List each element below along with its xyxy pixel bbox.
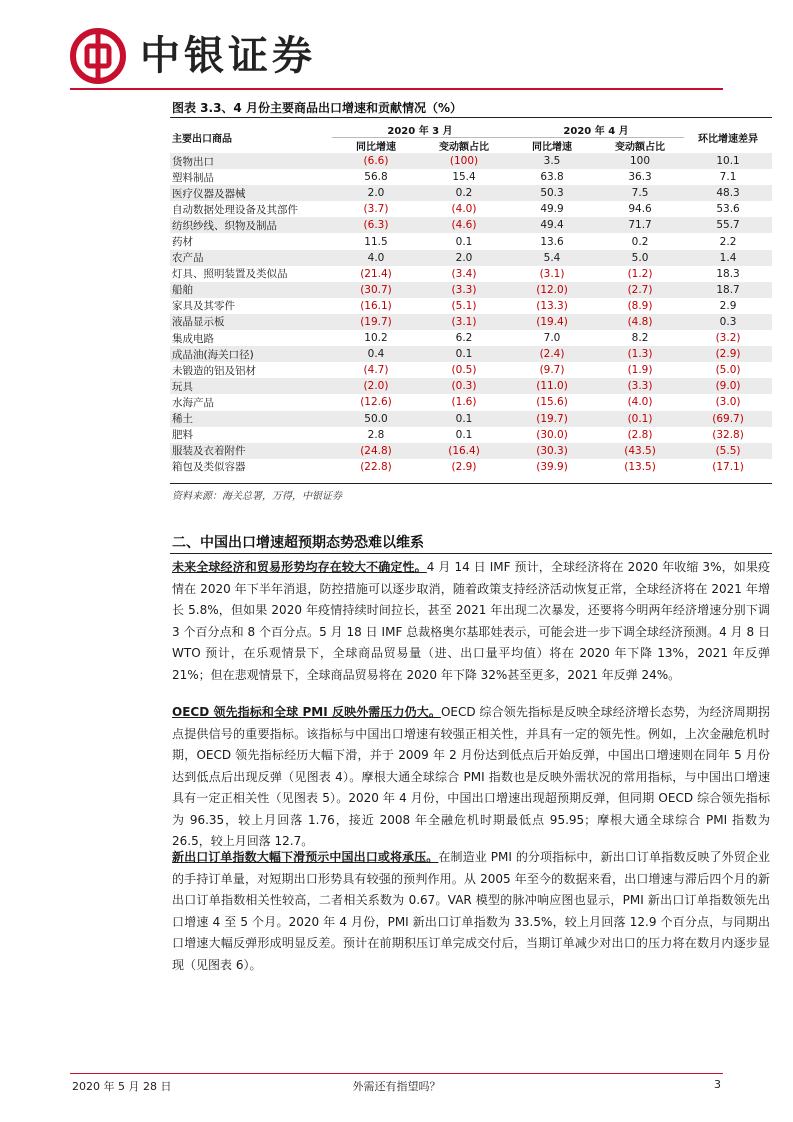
figure-title: 图表 3.3、4 月份主要商品出口增速和贡献情况（%）	[172, 101, 462, 115]
table-row	[170, 394, 772, 410]
cell-v3: (13.3)	[536, 299, 568, 312]
cell-v2: (2.9)	[451, 460, 477, 473]
row-label: 医疗仪器及器械	[170, 185, 332, 201]
table-row	[170, 201, 772, 217]
cell-v3: 49.9	[540, 203, 564, 216]
cell-v4: (1.2)	[627, 267, 653, 280]
cell-v4: (8.9)	[627, 299, 653, 312]
cell-v3: (30.3)	[508, 443, 596, 459]
cell-v2: (1.6)	[451, 396, 477, 409]
sub-header-yoy: 同比增速	[332, 138, 420, 154]
cell-v5: (5.0)	[715, 364, 741, 377]
cell-v5: (9.0)	[684, 378, 772, 394]
cell-v4: (43.5)	[596, 443, 684, 459]
table-row	[170, 411, 772, 427]
table-row	[170, 378, 772, 394]
cell-v4: (2.8)	[627, 428, 653, 441]
paragraph-body: 在制造业 PMI 的分项指标中，新出口订单指数反映了外贸企业的手持订单量，对短期出口形势具有较强的预判作用。从 2005 年至今的数据来看，出口增速与滞后四个月的新出口订单指数相关性较高，二者相关系数为 0.67。VAR 模型的脉冲响应图也显示，PMI 新出口订单指数领先出口增速 4 至 5 个月。2020 年 4 月份，PMI 新出口订单指数为 33.5%，较上月回落 12.9 个百分点，与同期出口增速大幅反弹形成明显反差。预计在前期积压订单完成交付后，当期订单减少对出口的压力将在数月内逐步显现（见图表 6）。	[172, 850, 770, 972]
cell-v1: 10.2	[364, 332, 388, 345]
cell-v4: (4.8)	[596, 314, 684, 330]
row-label: 箱包及类似容器	[172, 461, 246, 474]
cell-v3: (11.0)	[508, 378, 596, 394]
page-number: 3	[714, 1078, 721, 1091]
cell-v1: (12.6)	[360, 396, 392, 409]
table-row	[170, 362, 772, 378]
row-label: 服装及衣着附件	[170, 443, 332, 459]
row-label: 船舶	[170, 282, 332, 298]
cell-v3: (19.4)	[508, 314, 596, 330]
cell-v5: 18.3	[716, 267, 740, 280]
cell-v4: (4.0)	[627, 396, 653, 409]
cell-v5: 2.2	[719, 235, 737, 248]
cell-v2: (3.4)	[451, 267, 477, 280]
cell-v3: (12.0)	[508, 282, 596, 298]
cell-v1: (16.1)	[360, 299, 392, 312]
table-row	[170, 282, 772, 298]
footer-date: 2020 年 5 月 28 日	[72, 1080, 172, 1093]
cell-v2: 0.1	[420, 411, 508, 427]
sub-header-share: 变动额占比	[596, 138, 684, 154]
cell-v2: 0.1	[455, 428, 473, 441]
cell-v4: (3.3)	[596, 378, 684, 394]
paragraph-body: 4 月 14 日 IMF 预计，全球经济将在 2020 年收缩 3%，如果疫情在 2020 年下半年消退，防控措施可以逐步取消，随着政策支持经济活动恢复正常，全球经济将在 2021 年增长 5.8%，但如果 2020 年疫情持续时间拉长，甚至 2021 年出现二次暴发，还要将今明两年经济增速分别下调 3 个百分点和 8 个百分点。5 月 18 日 IMF 总裁格奥尔基耶娃表示，可能会进一步下调全球经济预测。4 月 8 日 WTO 预计，在乐观情景下，全球商品贸易量（进、出口量平均值）将在 2020 年下降 13%，2021 年反弹 21%；但在悲观情景下，全球商品贸易将在 2020 年下降 32%甚至更多，2021 年反弹 24%。	[172, 560, 770, 682]
cell-v4: (1.3)	[596, 346, 684, 362]
figure-bottom-rule	[170, 483, 772, 484]
cell-v1: (22.8)	[360, 460, 392, 473]
row-label: 货物出口	[170, 153, 332, 169]
cell-v1: (24.8)	[332, 443, 420, 459]
paragraph-lead: 未来全球经济和贸易形势均存在较大不确定性。	[172, 560, 427, 574]
table-row	[170, 459, 772, 475]
cell-v5: 18.7	[684, 282, 772, 298]
header-rule	[70, 88, 723, 90]
table-row	[170, 153, 772, 169]
table-row	[170, 427, 772, 443]
row-label: 肥料	[172, 429, 193, 442]
cell-v4: 8.2	[631, 332, 649, 345]
cell-v2: (3.1)	[420, 314, 508, 330]
cell-v3: 63.8	[540, 171, 564, 184]
cell-v3: (39.9)	[536, 460, 568, 473]
cell-v4: 94.6	[628, 203, 652, 216]
row-label: 玩具	[170, 378, 332, 394]
cell-v2: (0.3)	[420, 378, 508, 394]
table-row	[170, 314, 772, 330]
cell-v2: (4.0)	[451, 203, 477, 216]
cell-v3: 49.4	[508, 217, 596, 233]
sub-header-share: 变动额占比	[420, 138, 508, 154]
cell-v1: (6.6)	[332, 153, 420, 169]
footer-rule	[70, 1073, 723, 1074]
cell-v2: 0.1	[455, 235, 473, 248]
cell-v5: (17.1)	[712, 460, 744, 473]
row-label: 稀土	[170, 411, 332, 427]
cell-v5: 55.7	[684, 217, 772, 233]
sub-header-yoy: 同比增速	[508, 138, 596, 154]
paragraph	[172, 702, 770, 853]
table-row	[170, 443, 772, 459]
row-label: 水海产品	[172, 396, 214, 409]
cell-v2: 2.0	[420, 250, 508, 266]
cell-v2: (4.6)	[420, 217, 508, 233]
cell-v5: (3.0)	[715, 396, 741, 409]
cell-v3: 3.5	[508, 153, 596, 169]
cell-v5: 0.3	[684, 314, 772, 330]
cell-v4: 100	[596, 153, 684, 169]
cell-v1: 2.0	[332, 185, 420, 201]
table-row	[170, 233, 772, 249]
row-label: 药材	[172, 236, 193, 249]
cell-v3: 5.4	[508, 250, 596, 266]
cell-v2: (5.1)	[451, 299, 477, 312]
cell-v2: 15.4	[452, 171, 476, 184]
cell-v1: 56.8	[364, 171, 388, 184]
cell-v1: 0.4	[332, 346, 420, 362]
row-label: 农产品	[170, 250, 332, 266]
cell-v2: 0.2	[420, 185, 508, 201]
cell-v3: (2.4)	[508, 346, 596, 362]
cell-v1: 11.5	[364, 235, 388, 248]
row-label: 纺织纱线、织物及制品	[170, 217, 332, 233]
cell-v4: 5.0	[596, 250, 684, 266]
cell-v4: (2.7)	[596, 282, 684, 298]
table-row	[170, 217, 772, 233]
cell-v5: 10.1	[684, 153, 772, 169]
cell-v4: 0.2	[631, 235, 649, 248]
col-header-apr: 2020 年 4 月	[563, 126, 629, 137]
footer-title: 外需还有指望吗？	[352, 1080, 441, 1093]
cell-v4: 71.7	[596, 217, 684, 233]
row-label: 集成电路	[172, 332, 214, 345]
row-label: 塑料制品	[172, 171, 214, 184]
cell-v2: (100)	[420, 153, 508, 169]
cell-v2: (16.4)	[420, 443, 508, 459]
table-row	[170, 298, 772, 314]
cell-v5: (2.9)	[684, 346, 772, 362]
export-table	[170, 122, 772, 475]
table-row	[170, 250, 772, 266]
paragraph-body: OECD 综合领先指标是反映全球经济增长态势，为经济周期拐点提供信号的重要指标。该指标与中国出口增速有较强正相关性，并具有一定的领先性。例如，上次金融危机时期，OECD 领先指标经历大幅下滑，并于 2009 年 2 月份达到低点后开始反弹，中国出口增速则在同年 5 月份达到低点后出现反弹（见图表 4）。摩根大通全球综合 PMI 指数也是反映外需状况的常用指标，与中国出口增速具有一定正相关性（见图表 5）。2020 年 4 月份，中国出口增速出现超预期反弹，但同期 OECD 综合领先指标为 96.35，较上月回落 1.76，接近 2008 年全融危机时期最低点 95.95；摩根大通全球综合 PMI 指数为 26.5，较上月回落 12.7。	[172, 705, 770, 848]
row-label: 液晶显示板	[170, 314, 332, 330]
cell-v1: (4.7)	[363, 364, 389, 377]
cell-v5: 53.6	[716, 203, 740, 216]
cell-v1: (21.4)	[360, 267, 392, 280]
cell-v3: (15.6)	[536, 396, 568, 409]
cell-v1: (30.7)	[332, 282, 420, 298]
cell-v4: (1.9)	[627, 364, 653, 377]
table-row	[170, 346, 772, 362]
cell-v3: (3.1)	[539, 267, 565, 280]
cell-v3: 50.3	[508, 185, 596, 201]
cell-v4: 7.5	[596, 185, 684, 201]
cell-v5: 2.9	[719, 299, 737, 312]
cell-v1: (2.0)	[332, 378, 420, 394]
col-header-main: 主要出口商品	[172, 134, 232, 145]
cell-v1: 2.8	[367, 428, 385, 441]
cell-v2: 6.2	[455, 332, 473, 345]
row-label: 家具及其零件	[172, 300, 235, 313]
bank-of-china-logo-icon	[70, 28, 126, 84]
cell-v5: (69.7)	[684, 411, 772, 427]
cell-v2: (3.3)	[420, 282, 508, 298]
table-row	[170, 169, 772, 185]
col-header-diff: 环比增速差异	[698, 134, 759, 145]
cell-v1: 50.0	[332, 411, 420, 427]
cell-v5: (32.8)	[712, 428, 744, 441]
brand-name: 中银证券	[140, 32, 316, 79]
section-title: 二、中国出口增速超预期态势恐难以维系	[172, 535, 424, 551]
row-label: 灯具、照明装置及类似品	[172, 268, 288, 281]
cell-v4: (13.5)	[624, 460, 656, 473]
cell-v5: (3.2)	[715, 332, 741, 345]
table-row	[170, 185, 772, 201]
cell-v5: 7.1	[719, 171, 737, 184]
cell-v2: 0.1	[420, 346, 508, 362]
cell-v1: (19.7)	[332, 314, 420, 330]
row-label: 未锻造的铝及铝材	[172, 364, 256, 377]
cell-v3: (9.7)	[539, 364, 565, 377]
cell-v3: 13.6	[540, 235, 564, 248]
cell-v1: 4.0	[332, 250, 420, 266]
paragraph	[172, 557, 770, 686]
row-label: 自动数据处理设备及其部件	[172, 203, 298, 216]
section-rule	[170, 553, 772, 554]
table-row	[170, 330, 772, 346]
cell-v1: (3.7)	[363, 203, 389, 216]
cell-v4: 36.3	[628, 171, 652, 184]
cell-v5: 48.3	[684, 185, 772, 201]
figure-source: 资料来源：海关总署，万得，中银证券	[172, 491, 342, 502]
brand-logo	[70, 28, 316, 84]
cell-v3: 7.0	[543, 332, 561, 345]
paragraph-lead: 新出口订单指数大幅下滑预示中国出口或将承压。	[172, 850, 439, 864]
cell-v4: (0.1)	[596, 411, 684, 427]
table-row	[170, 266, 772, 282]
cell-v5: (5.5)	[684, 443, 772, 459]
cell-v5: 1.4	[684, 250, 772, 266]
cell-v3: (19.7)	[508, 411, 596, 427]
cell-v3: (30.0)	[536, 428, 568, 441]
cell-v1: (6.3)	[332, 217, 420, 233]
paragraph	[172, 847, 770, 976]
col-header-mar: 2020 年 3 月	[387, 126, 453, 137]
figure-top-rule	[170, 117, 772, 118]
cell-v2: (0.5)	[451, 364, 477, 377]
paragraph-lead: OECD 领先指标和全球 PMI 反映外需压力仍大。	[172, 705, 441, 719]
row-label: 成品油(海关口径)	[170, 346, 332, 362]
